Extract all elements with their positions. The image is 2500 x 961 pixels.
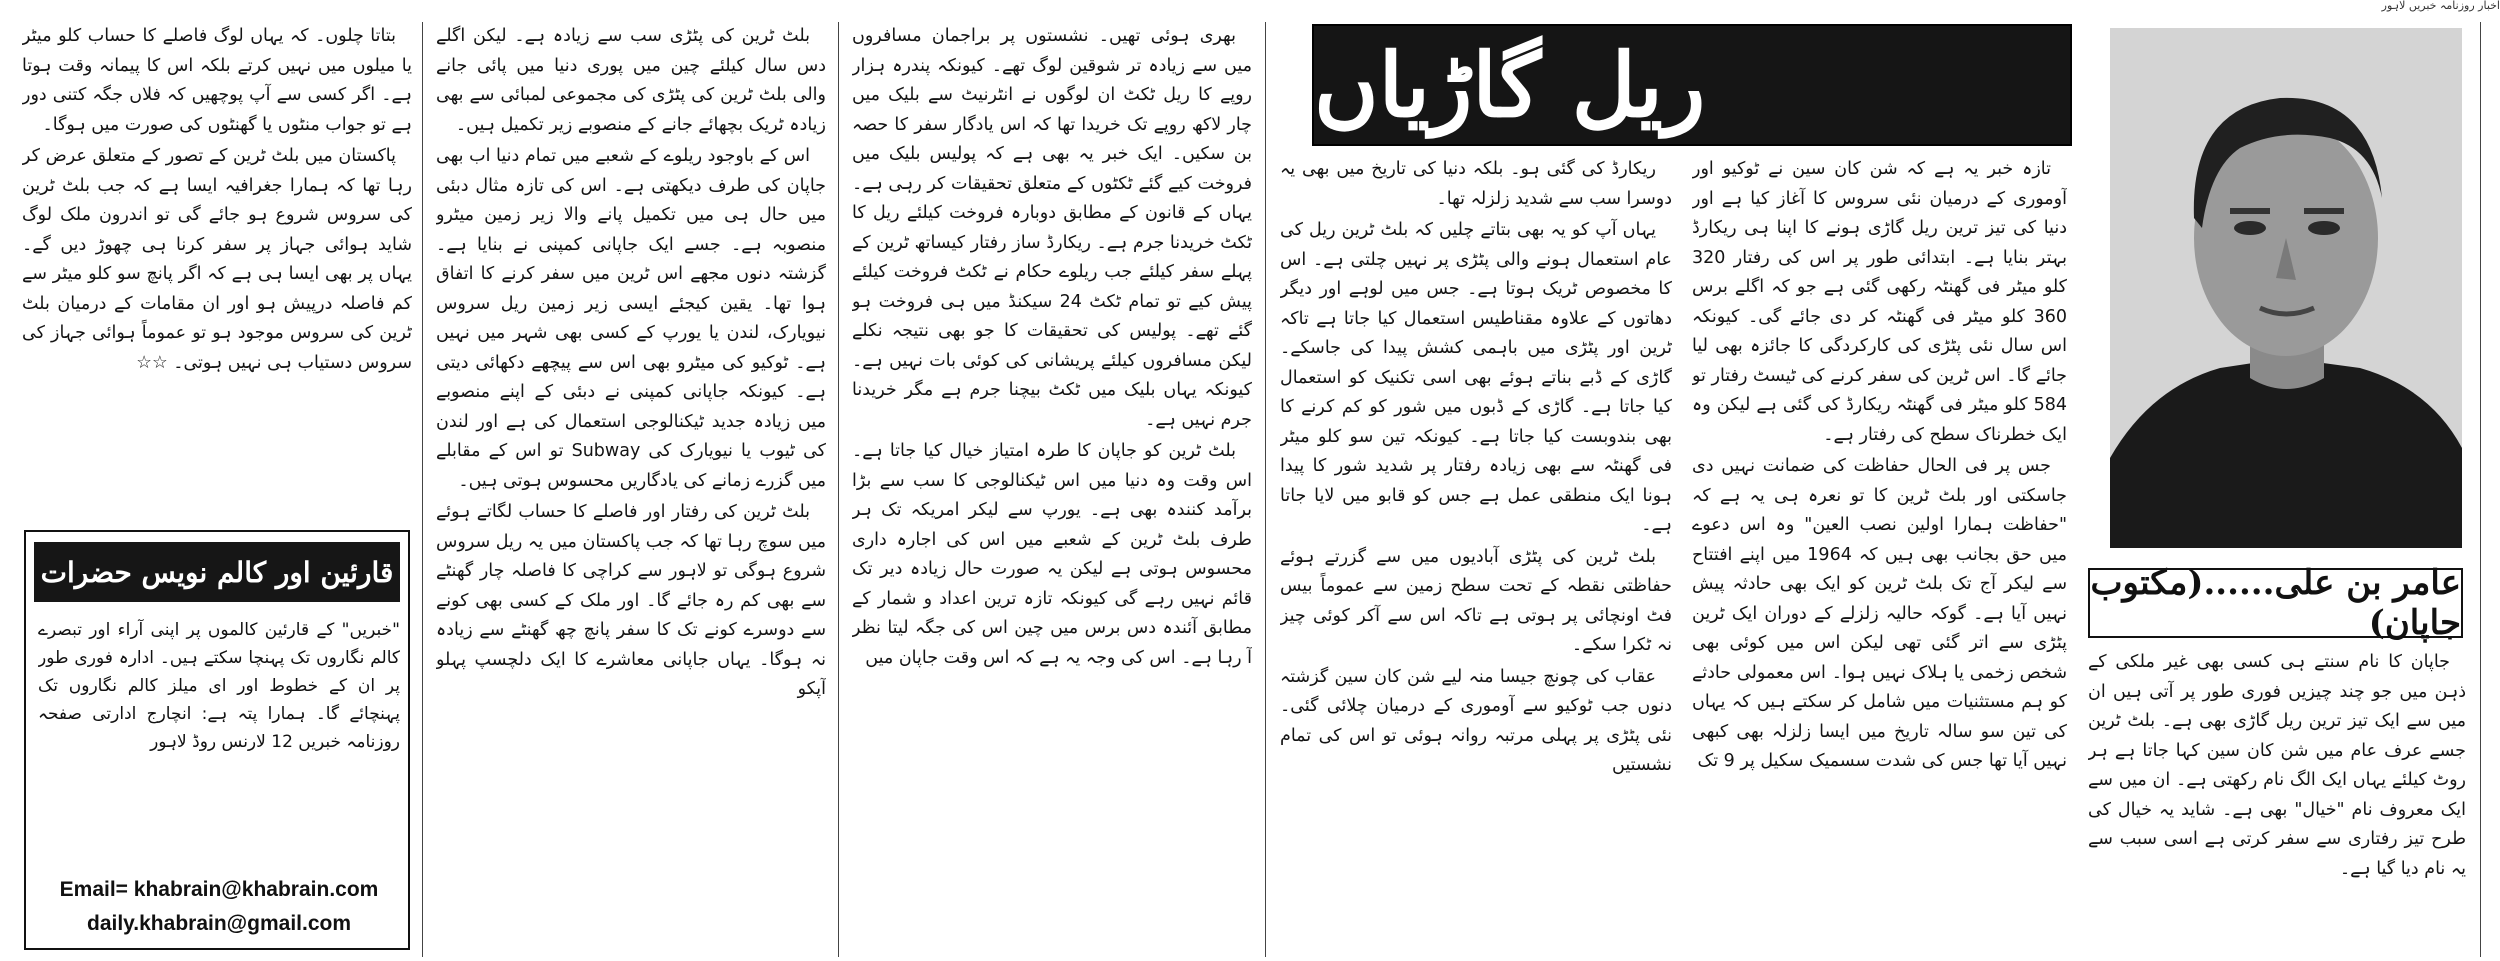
paragraph: بلٹ ٹرین کو جاپان کا طرہ امتیاز خیال کیا جاتا ہے۔ اس وقت وہ دنیا میں اس ٹیکنالوجی کا سب سے بڑا برآمد کنندہ بھی ہے۔ یورپ سے لیکر امریکہ تک ہر طرف بلٹ ٹرین کے شعبے میں اس کی اجارہ داری محسوس ہوتی ہے لیکن یہ صورت حال زیادہ دیر تک قائم نہیں رہے گی کیونکہ تازہ ترین اعداد و شمار کے مطابق آئندہ دس برس میں چین اس کی جگہ لیتا نظر آ رہا ہے۔ اس کی وجہ یہ ہے کہ اس وقت جاپان میں xyxy=(852,441,1252,668)
article-column-6 xyxy=(22,22,412,527)
paragraph: بلٹ ٹرین کی پٹڑی سب سے زیادہ ہے۔ لیکن اگلے دس سال کیلئے چین میں پوری دنیا میں پائی جانے والی بلٹ ٹرین کی پٹڑی کی مجموعی لمبائی سے بھی زیادہ ٹریک بچھائے جانے کے منصوبے زیر تکمیل ہیں۔ xyxy=(436,26,826,135)
paragraph: پاکستان میں بلٹ ٹرین کے تصور کے متعلق عرض کر رہا تھا کہ ہمارا جغرافیہ ایسا ہے کہ جب بلٹ ٹرین کی سروس شروع ہو جائے گی تو اندرون ملک لوگ شاید ہوائی جہاز پر سفر کرنا ہی چھوڑ دیں گے۔ یہاں پر بھی ایسا ہی ہے کہ اگر پانچ سو کلو میٹر سے کم فاصلہ درپیش ہو اور ان مقامات کے درمیان بلٹ ٹرین کی سروس موجود ہو تو عموماً ہوائی جہاز کی سروس دستیاب ہی نہیں ہوتی۔ ☆☆ xyxy=(22,146,412,373)
paragraph: عقاب کی چونچ جیسا منہ لیے شن کان سین گزشتہ دنوں جب ٹوکیو سے آوموری کے درمیان چلائی گئی۔ نئی پٹڑی پر پہلی مرتبہ روانہ ہوئی تو اس کی تمام نشستیں xyxy=(1280,666,1672,775)
headline-banner xyxy=(1312,24,2072,146)
readers-notice-text: "خبریں" کے قارئین کالموں پر اپنی آراء اور تبصرے کالم نگاروں تک پہنچا سکتے ہیں۔ ادارہ فوری طور پر ان کے خطوط اور ای میلز کالم نگاروں تک پہنچائے گا۔ ہمارا پتہ ہے: انچارج ادارتی صفحہ روزنامہ خبریں 12 لارنس روڈ لاہور xyxy=(38,620,400,752)
paragraph: یہاں آپ کو یہ بھی بتاتے چلیں کہ بلٹ ٹرین ریل کی عام استعمال ہونے والی پٹڑی پر نہیں چلتی ہے۔ اس کا مخصوص ٹریک ہوتا ہے۔ جس میں لوہے اور دیگر دھاتوں کے علاوہ مقناطیس استعمال کیا جاتا ہے تاکہ ٹرین اور پٹڑی میں باہمی کشش پیدا کی جاسکے۔ گاڑی کے ڈبے بناتے ہوئے بھی اسی تکنیک کو استعمال کیا جاتا ہے۔ گاڑی کے ڈبوں میں شور کو کم کرنے کا بھی بندوبست کیا جاتا ہے۔ کیونکہ تین سو کلو میٹر فی گھنٹہ سے بھی زیادہ رفتار پر شدید شور کا پیدا ہونا ایک منطقی عمل ہے جس کو قابو میں لایا جاتا ہے۔ xyxy=(1280,220,1672,535)
email-address[interactable]: Email= khabrain@khabrain.com xyxy=(59,878,379,901)
paragraph: جاپان کا نام سنتے ہی کسی بھی غیر ملکی کے ذہن میں جو چند چیزیں فوری طور پر آتی ہیں ان میں سے ایک تیز ترین ریل گاڑی بھی ہے۔ بلٹ ٹرین جسے عرف عام میں شن کان سین کہا جاتا ہے ہر روٹ کیلئے یہاں ایک الگ نام رکھتی ہے۔ ان میں سے ایک معروف نام "خیال" بھی ہے۔ شاید یہ خیال کی طرح تیز رفتاری سے سفر کرتی ہے اسی سبب سے یہ نام دیا گیا ہے۔ xyxy=(2088,652,2466,879)
paragraph: بتاتا چلوں۔ کہ یہاں لوگ فاصلے کا حساب کلو میٹر یا میلوں میں نہیں کرتے بلکہ اس کا پیمانہ وقت ہوتا ہے۔ اگر کسی سے آپ پوچھیں کہ فلاں جگہ کتنی دور ہے تو جواب منٹوں یا گھنٹوں کی صورت میں ہوگا۔ xyxy=(22,26,412,135)
article-column-2 xyxy=(1692,155,2067,950)
article-column-1 xyxy=(2088,648,2466,948)
top-strip: اخبار روزنامہ خبریں لاہور xyxy=(2381,0,2500,12)
paragraph: اس کے باوجود ریلوے کے شعبے میں تمام دنیا اب بھی جاپان کی طرف دیکھتی ہے۔ اس کی تازہ مثال دبئی میں حال ہی میں تکمیل پانے والا زیر زمین میٹرو منصوبہ ہے۔ جسے ایک جاپانی کمپنی نے بنایا ہے۔ گزشتہ دنوں مجھے اس ٹرین میں سفر کرنے کا اتفاق ہوا تھا۔ یقین کیجئے ایسی زیر زمین ریل سروس نیویارک، لندن یا یورپ کے کسی بھی شہر میں نہیں ہے۔ ٹوکیو کی میٹرو بھی اس سے پیچھے دکھائی دیتی ہے۔ کیونکہ جاپانی کمپنی نے دبئی کے اپنے منصوبے میں زیادہ جدید ٹیکنالوجی استعمال کی ہے اور لندن کی ٹیوب یا نیویارک کی Subway تو اس کے مقابلے میں گزرے زمانے کی یادگاریں محسوس ہوتی ہیں۔ xyxy=(436,146,826,491)
column-rule xyxy=(1265,22,1266,957)
paragraph: بلٹ ٹرین کی رفتار اور فاصلے کا حساب لگاتے ہوئے میں سوچ رہا تھا کہ جب پاکستان میں یہ ریل سروس شروع ہوگی تو لاہور سے کراچی کا فاصلہ چار گھنٹے سے بھی کم رہ جائے گا۔ اور ملک کے کسی بھی کونے سے دوسرے کونے تک کا سفر پانچ چھ گھنٹے سے زیادہ نہ ہوگا۔ یہاں جاپانی معاشرے کا ایک دلچسپ پہلو آپکو xyxy=(436,502,826,699)
author-photo xyxy=(2110,28,2462,548)
column-rule xyxy=(422,22,423,957)
readers-notice-box xyxy=(24,530,410,950)
paragraph: جس پر فی الحال حفاظت کی ضمانت نہیں دی جاسکتی اور بلٹ ٹرین کا تو نعرہ ہی یہ ہے کہ "حفاظت ہمارا اولین نصب العین" وہ اس دعوے میں حق بجانب بھی ہیں کہ 1964 میں اپنے افتتاح سے لیکر آج تک بلٹ ٹرین کو ایک بھی حادثہ پیش نہیں آیا ہے۔ گوکہ حالیہ زلزلے کے دوران ایک ٹرین پٹڑی سے اتر گئی تھی لیکن اس میں کوئی بھی شخص زخمی یا ہلاک نہیں ہوا۔ اس معمولی حادثے کو ہم مستثنیات میں شامل کر سکتے ہیں کہ یہاں کی تین سو سالہ تاریخ میں ایسا زلزلہ بھی کبھی نہیں آیا تھا جس کی شدت سسمیک سکیل پر 9 تک xyxy=(1692,456,2067,771)
paragraph: ریکارڈ کی گئی ہو۔ بلکہ دنیا کی تاریخ میں بھی یہ دوسرا سب سے شدید زلزلہ تھا۔ xyxy=(1280,159,1672,209)
email-address-secondary[interactable]: daily.khabrain@gmail.com xyxy=(87,912,351,935)
paragraph: بھری ہوئی تھیں۔ نشستوں پر براجمان مسافروں میں سے زیادہ تر شوقین لوگ تھے۔ کیونکہ پندرہ ہزار روپے کا ریل ٹکٹ ان لوگوں نے انٹرنیٹ سے بلیک میں چار لاکھ روپے تک خریدا تھا کہ اس یادگار سفر کا حصہ بن سکیں۔ ایک خبر یہ بھی ہے کہ پولیس بلیک میں فروخت کیے گئے ٹکٹوں کے متعلق تحقیقات کر رہی ہے۔ یہاں کے قانون کے مطابق دوبارہ فروخت کیلئے ریل کا ٹکٹ خریدنا جرم ہے۔ ریکارڈ ساز رفتار کیساتھ ٹرین کے پہلے سفر کیلئے جب ریلوے حکام نے ٹکٹ فروخت کیلئے پیش کیے تو تمام ٹکٹ 24 سیکنڈ میں ہی فروخت ہو گئے تھے۔ پولیس کی تحقیقات کا جو بھی نتیجہ نکلے لیکن مسافروں کیلئے پریشانی کی کوئی بات نہیں ہے۔ کیونکہ یہاں بلیک میں ٹکٹ بیچنا جرم ہے مگر خریدنا جرم نہیں ہے۔ xyxy=(852,26,1252,430)
author-portrait-image xyxy=(2110,28,2462,548)
article-column-4 xyxy=(852,22,1252,952)
column-rule xyxy=(838,22,839,957)
readers-notice-title: قارئین اور کالم نویس حضرات xyxy=(34,542,400,602)
paragraph: بلٹ ٹرین کی پٹڑی آبادیوں میں سے گزرتے ہوئے حفاظتی نقطہ کے تحت سطح زمین سے عموماً بیس فٹ اونچائی پر ہوتی ہے تاکہ اس سے آکر کوئی چیز نہ ٹکرا سکے۔ xyxy=(1280,546,1672,655)
article-column-5 xyxy=(436,22,826,952)
paragraph: تازہ خبر یہ ہے کہ شن کان سین نے ٹوکیو اور آوموری کے درمیان نئی سروس کا آغاز کیا ہے اور دنیا کی تیز ترین ریل گاڑی ہونے کا اپنا ہی ریکارڈ بہتر بنایا ہے۔ ابتدائی طور پر اس کی رفتار 320 کلو میٹر فی گھنٹہ رکھی گئی ہے جو کہ اگلے برس 360 کلو میٹر فی گھنٹہ کر دی جائے گی۔ کیونکہ اس سال نئی پٹڑی کی کارکردگی کا جائزہ بھی لیا جائے گا۔ اس ٹرین کی سفر کرنے کی ٹیسٹ رفتار تو 584 کلو میٹر فی گھنٹہ ریکارڈ کی گئی ہے لیکن وہ ایک خطرناک سطح کی رفتار ہے۔ xyxy=(1692,159,2067,445)
column-rule xyxy=(2480,22,2481,957)
byline: عامر بن علی......(مکتوب جاپان) xyxy=(2088,568,2463,638)
article-column-3 xyxy=(1280,155,1672,950)
headline: ریل گاڑیاں xyxy=(1314,33,1706,137)
